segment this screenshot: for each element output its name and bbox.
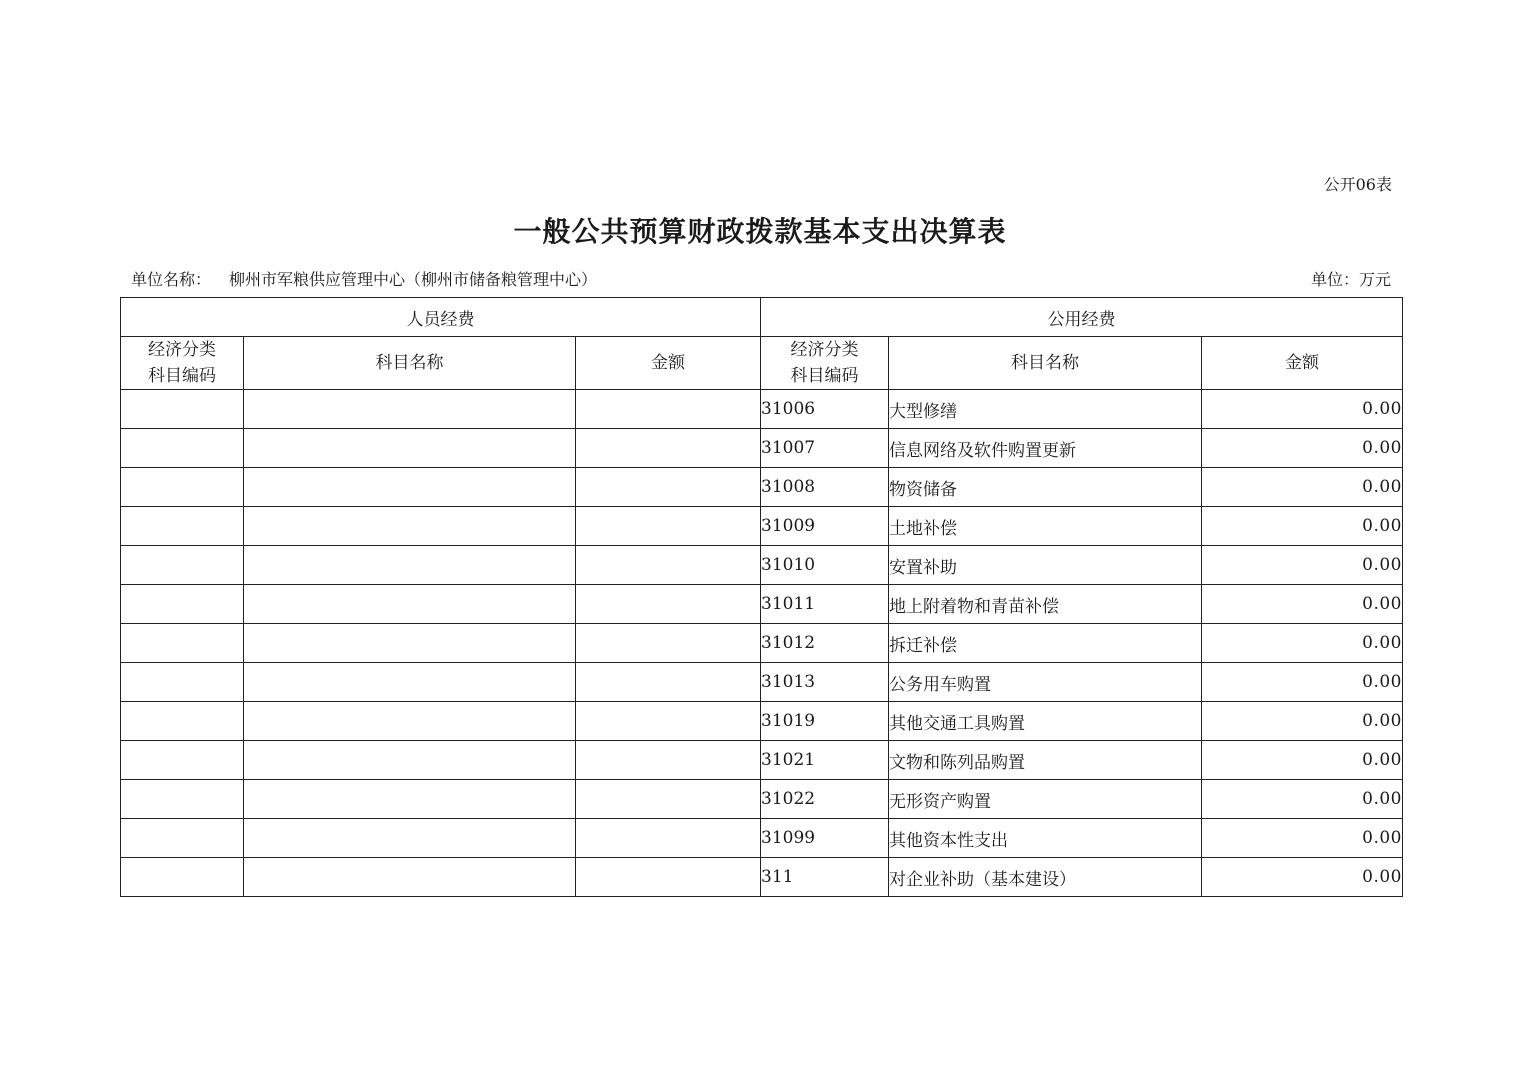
personnel-subject-cell — [244, 741, 576, 780]
public-code-cell: 31021 — [761, 741, 889, 780]
personnel-amount-cell — [576, 507, 761, 546]
meta-line — [131, 267, 1391, 290]
public-amount-cell: 0.00 — [1202, 585, 1403, 624]
table-row — [121, 624, 1403, 663]
personnel-amount-cell — [576, 546, 761, 585]
public-amount-cell: 0.00 — [1202, 624, 1403, 663]
public-amount-cell: 0.00 — [1202, 546, 1403, 585]
table-row — [121, 546, 1403, 585]
personnel-subject-cell — [244, 585, 576, 624]
personnel-subject-header: 科目名称 — [244, 337, 576, 390]
code-header-line2: 科目编码 — [148, 366, 216, 386]
personnel-subject-cell — [244, 780, 576, 819]
code-header-line2: 科目编码 — [790, 366, 859, 386]
public-subject-cell: 地上附着物和青苗补偿 — [889, 585, 1202, 624]
public-code-cell: 31007 — [761, 429, 889, 468]
personnel-code-cell — [121, 390, 244, 429]
public-amount-cell: 0.00 — [1202, 741, 1403, 780]
public-code-cell: 31013 — [761, 663, 889, 702]
public-code-cell: 31022 — [761, 780, 889, 819]
public-amount-cell: 0.00 — [1202, 429, 1403, 468]
personnel-code-cell — [121, 468, 244, 507]
personnel-code-cell — [121, 546, 244, 585]
public-code-cell: 31010 — [761, 546, 889, 585]
personnel-amount-cell — [576, 780, 761, 819]
public-amount-header: 金额 — [1202, 337, 1403, 390]
form-number: 公开06表 — [1323, 175, 1392, 194]
table-row — [121, 663, 1403, 702]
public-amount-cell: 0.00 — [1202, 702, 1403, 741]
table-row — [121, 507, 1403, 546]
public-code-cell: 311 — [761, 858, 889, 897]
public-amount-cell: 0.00 — [1202, 780, 1403, 819]
personnel-subject-cell — [244, 702, 576, 741]
personnel-code-cell — [121, 507, 244, 546]
personnel-code-cell — [121, 702, 244, 741]
public-subject-cell: 安置补助 — [889, 546, 1202, 585]
table-row — [121, 819, 1403, 858]
table-row — [121, 780, 1403, 819]
expenditure-table — [120, 297, 1403, 897]
public-subject-cell: 信息网络及软件购置更新 — [889, 429, 1202, 468]
table-row — [121, 429, 1403, 468]
personnel-code-cell — [121, 858, 244, 897]
personnel-code-cell — [121, 663, 244, 702]
public-subject-cell: 拆迁补偿 — [889, 624, 1202, 663]
personnel-amount-cell — [576, 585, 761, 624]
table-body — [121, 390, 1403, 897]
public-code-cell: 31009 — [761, 507, 889, 546]
public-amount-cell: 0.00 — [1202, 858, 1403, 897]
public-amount-cell: 0.00 — [1202, 390, 1403, 429]
table-row — [121, 468, 1403, 507]
public-subject-cell: 对企业补助（基本建设） — [889, 858, 1202, 897]
personnel-code-cell — [121, 819, 244, 858]
personnel-subject-cell — [244, 390, 576, 429]
personnel-amount-cell — [576, 702, 761, 741]
personnel-amount-cell — [576, 741, 761, 780]
unit-name-label: 单位名称： — [131, 270, 212, 289]
personnel-subject-cell — [244, 429, 576, 468]
personnel-subject-cell — [244, 663, 576, 702]
public-subject-header: 科目名称 — [889, 337, 1202, 390]
personnel-subject-cell — [244, 819, 576, 858]
public-code-header — [761, 337, 889, 390]
public-code-cell: 31011 — [761, 585, 889, 624]
public-code-cell: 31099 — [761, 819, 889, 858]
public-code-cell: 31008 — [761, 468, 889, 507]
public-code-cell: 31012 — [761, 624, 889, 663]
personnel-subject-cell — [244, 624, 576, 663]
personnel-code-cell — [121, 585, 244, 624]
public-header: 公用经费 — [761, 298, 1403, 337]
public-subject-cell: 其他资本性支出 — [889, 819, 1202, 858]
public-subject-cell: 文物和陈列品购置 — [889, 741, 1202, 780]
personnel-subject-cell — [244, 468, 576, 507]
public-amount-cell: 0.00 — [1202, 507, 1403, 546]
public-subject-cell: 大型修缮 — [889, 390, 1202, 429]
code-header-line1: 经济分类 — [148, 340, 216, 360]
table-row — [121, 390, 1403, 429]
table-row — [121, 858, 1403, 897]
personnel-amount-cell — [576, 819, 761, 858]
unit-name: 柳州市军粮供应管理中心（柳州市储备粮管理中心） — [229, 270, 598, 289]
personnel-amount-header: 金额 — [576, 337, 761, 390]
personnel-subject-cell — [244, 546, 576, 585]
public-subject-cell: 物资储备 — [889, 468, 1202, 507]
public-amount-cell: 0.00 — [1202, 819, 1403, 858]
personnel-amount-cell — [576, 624, 761, 663]
personnel-amount-cell — [576, 858, 761, 897]
table-row — [121, 741, 1403, 780]
table-row — [121, 585, 1403, 624]
public-amount-cell: 0.00 — [1202, 468, 1403, 507]
personnel-header: 人员经费 — [121, 298, 761, 337]
personnel-code-cell — [121, 624, 244, 663]
code-header-line1: 经济分类 — [790, 340, 859, 360]
public-subject-cell: 其他交通工具购置 — [889, 702, 1202, 741]
public-code-cell: 31006 — [761, 390, 889, 429]
personnel-amount-cell — [576, 429, 761, 468]
public-subject-cell: 土地补偿 — [889, 507, 1202, 546]
personnel-code-cell — [121, 780, 244, 819]
personnel-amount-cell — [576, 390, 761, 429]
personnel-subject-cell — [244, 858, 576, 897]
public-subject-cell: 公务用车购置 — [889, 663, 1202, 702]
personnel-code-cell — [121, 429, 244, 468]
personnel-amount-cell — [576, 468, 761, 507]
personnel-amount-cell — [576, 663, 761, 702]
table-row — [121, 702, 1403, 741]
personnel-subject-cell — [244, 507, 576, 546]
page-title: 一般公共预算财政拨款基本支出决算表 — [513, 215, 1007, 248]
public-code-cell: 31019 — [761, 702, 889, 741]
personnel-code-cell — [121, 741, 244, 780]
unit-currency: 单位：万元 — [1310, 270, 1391, 289]
public-amount-cell: 0.00 — [1202, 663, 1403, 702]
personnel-code-header — [121, 337, 244, 390]
public-subject-cell: 无形资产购置 — [889, 780, 1202, 819]
